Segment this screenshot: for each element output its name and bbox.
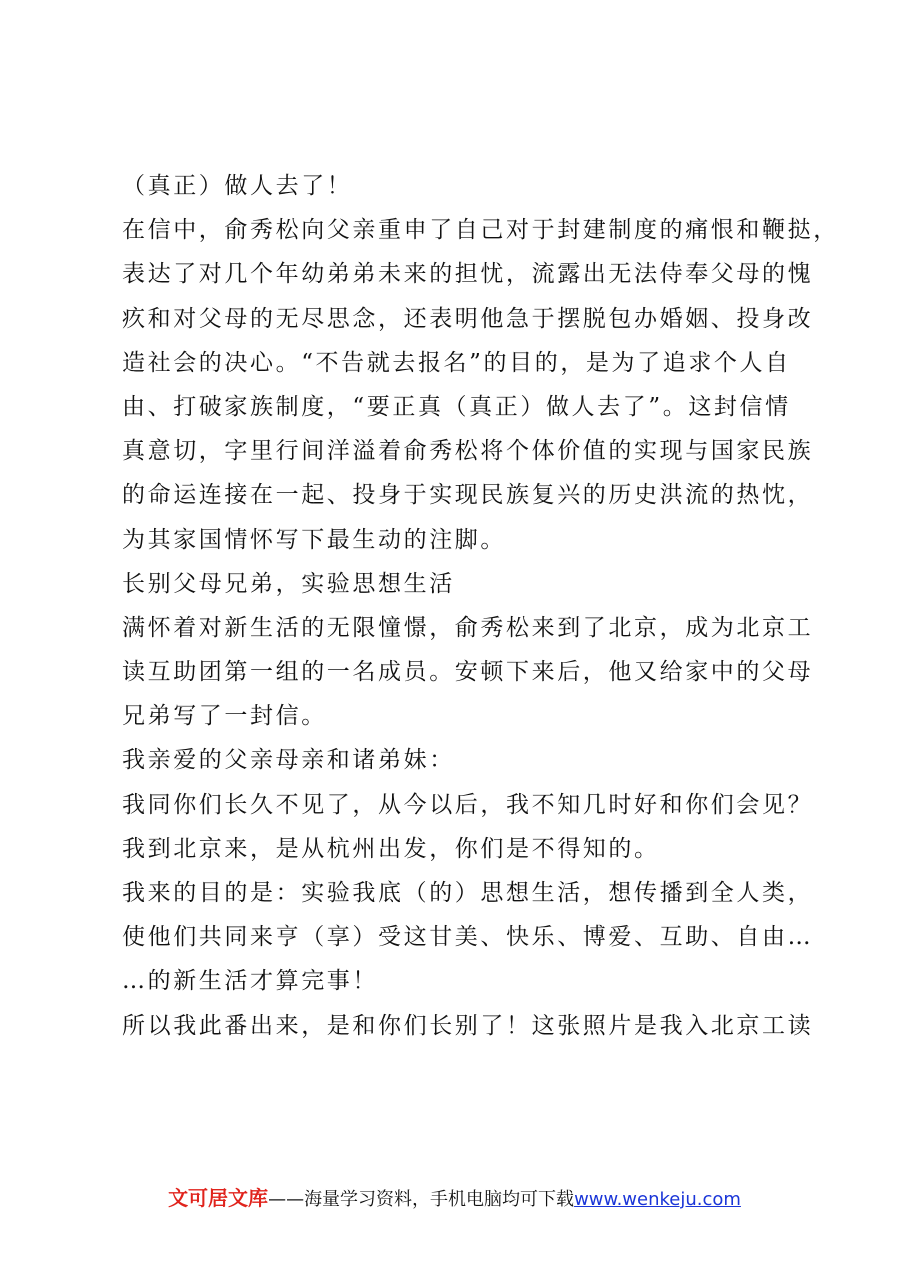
text-line: 我到北京来，是从杭州出发，你们是不得知的。 xyxy=(122,835,660,862)
text-line: 造社会的决心。“不告就去报名”的目的，是为了追求个人自 xyxy=(122,349,791,376)
footer-brand: 文可居文库 xyxy=(168,1186,269,1210)
text-line: 我来的目的是：实验我底（的）思想生活，想传播到全人类， xyxy=(122,880,814,906)
text-line: 疚和对父母的无尽思念，还表明他急于摆脱包办婚姻、投身改 xyxy=(122,305,814,332)
text-line: 在信中，俞秀松向父亲重申了自己对于封建制度的痛恨和鞭挞， xyxy=(122,217,839,244)
text-line: 所以我此番出来，是和你们长别了！这张照片是我入北京工读 xyxy=(122,1012,814,1039)
footer-site-link[interactable]: www.wenkeju.com xyxy=(574,1189,741,1210)
text-line: 表达了对几个年幼弟弟未来的担忧，流露出无法侍奉父母的愧 xyxy=(122,261,814,288)
text-line: 读互助团第一组的一名成员。安顿下来后，他又给家中的父母 xyxy=(122,659,814,686)
footer-tagline: ——海量学习资料，手机电脑均可下载 xyxy=(268,1189,575,1210)
footer-banner xyxy=(0,1182,909,1211)
section-heading: 长别父母兄弟，实验思想生活 xyxy=(122,570,455,597)
text-line: （真正）做人去了！ xyxy=(122,173,353,199)
text-line: 兄弟写了一封信。 xyxy=(122,703,327,730)
text-line: 由、打破家族制度，“要正真（真正）做人去了”。这封信情 xyxy=(122,393,791,420)
text-line: …的新生活才算完事！ xyxy=(122,968,378,995)
document-body xyxy=(122,164,839,1048)
text-line: 满怀着对新生活的无限憧憬，俞秀松来到了北京，成为北京工 xyxy=(122,614,814,641)
text-line: 我同你们长久不见了，从今以后，我不知几时好和你们会见？ xyxy=(122,791,814,818)
text-line: 使他们共同来亨（享）受这甘美、快乐、博爱、互助、自由… xyxy=(122,924,814,951)
letter-salutation: 我亲爱的父亲母亲和诸弟妹： xyxy=(122,747,455,774)
text-line: 的命运连接在一起、投身于实现民族复兴的历史洪流的热忱， xyxy=(122,482,814,509)
text-line: 真意切，字里行间洋溢着俞秀松将个体价值的实现与国家民族 xyxy=(122,438,814,465)
text-line: 为其家国情怀写下最生动的注脚。 xyxy=(122,526,506,553)
